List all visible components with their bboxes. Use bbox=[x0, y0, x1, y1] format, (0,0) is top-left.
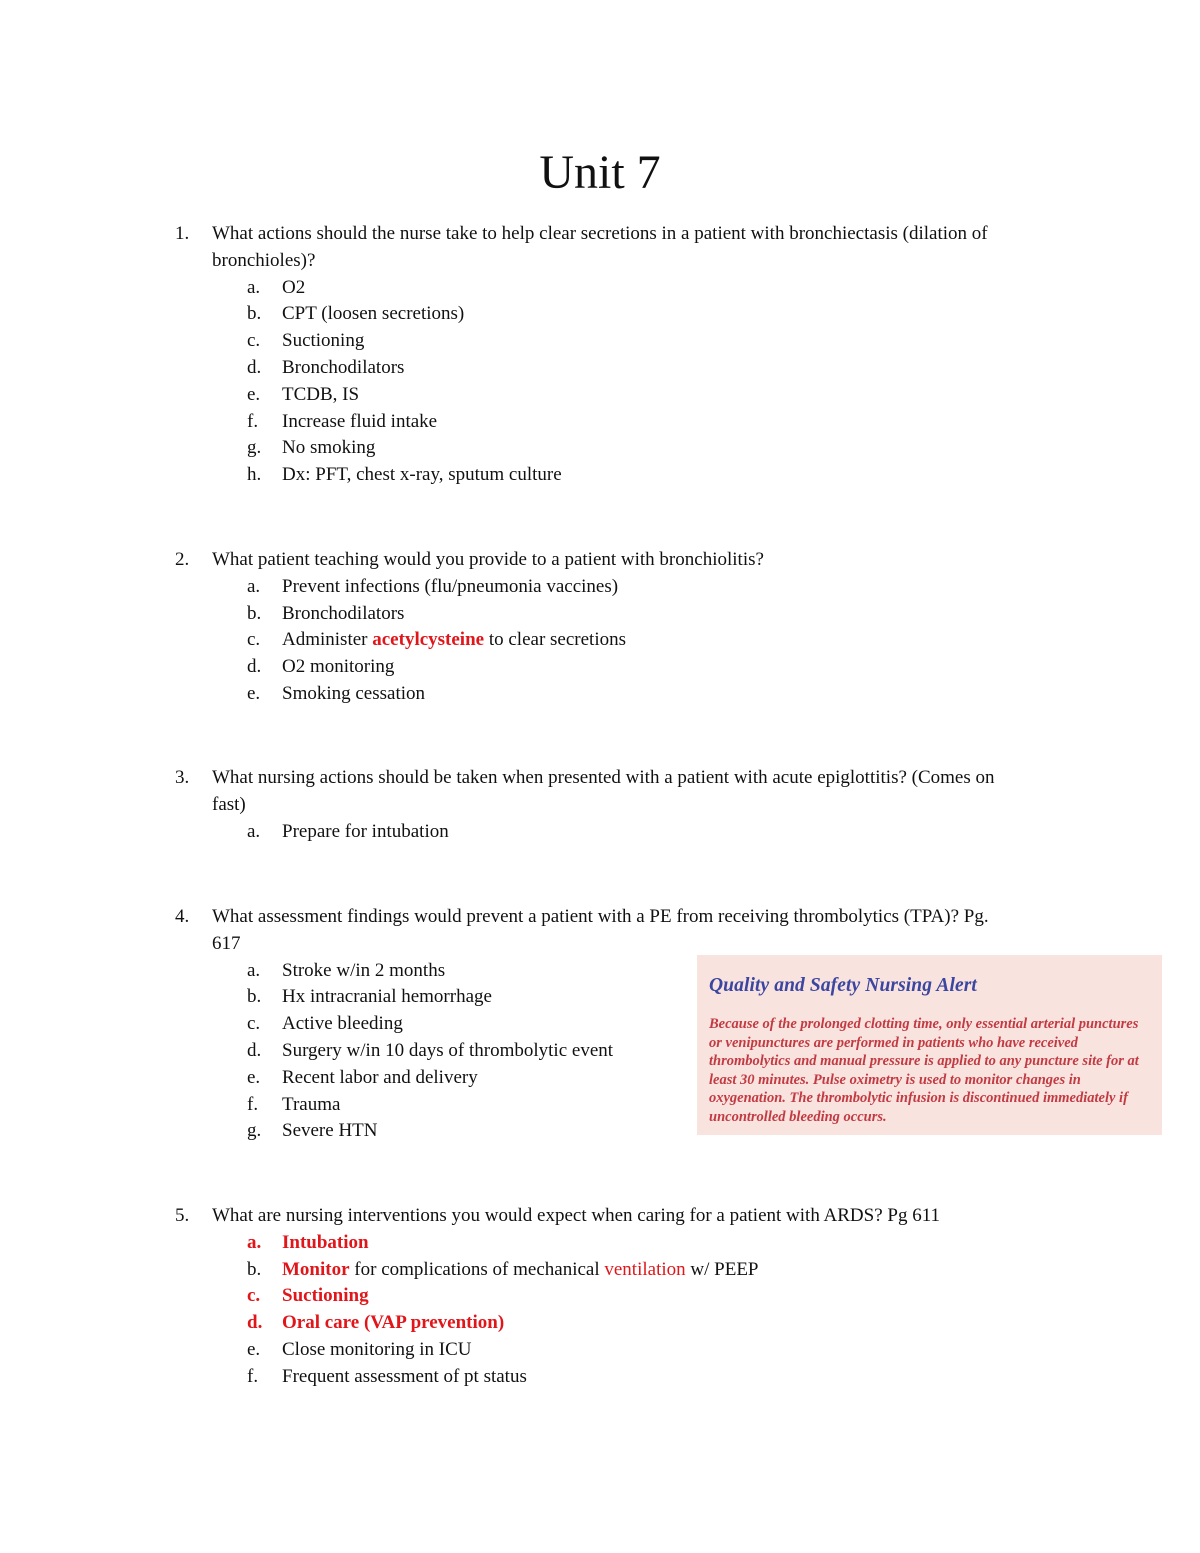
question-1 bbox=[0, 221, 1200, 489]
answer-text-part: to clear secretions bbox=[484, 629, 626, 651]
answer-letter: a. bbox=[247, 820, 261, 842]
answer-text: TCDB, IS bbox=[282, 383, 360, 405]
question-number: 3. bbox=[175, 767, 190, 788]
answer-letter: e. bbox=[247, 1338, 261, 1360]
answer-letter: d. bbox=[247, 1039, 262, 1061]
answer-text: O2 monitoring bbox=[282, 656, 395, 678]
answer-text-part: for complications of mechanical bbox=[349, 1258, 605, 1280]
answer-list bbox=[0, 574, 1200, 708]
highlighted-drug-name: acetylcysteine bbox=[372, 629, 485, 651]
list-item bbox=[0, 681, 1200, 708]
answer-letter: b. bbox=[247, 1258, 262, 1280]
answer-letter: f. bbox=[247, 1093, 259, 1115]
answer-letter: h. bbox=[247, 464, 262, 486]
answer-list bbox=[0, 275, 1200, 489]
answer-letter: c. bbox=[247, 1013, 261, 1035]
answer-text: Bronchodilators bbox=[282, 356, 405, 378]
question-text: What actions should the nurse take to help clear secretions in a patient with bronchiectasis (dilation of bronchioles)? bbox=[212, 223, 988, 271]
answer-text: Suctioning bbox=[282, 1285, 369, 1307]
answer-letter: g. bbox=[247, 1120, 262, 1142]
list-item bbox=[0, 355, 1200, 382]
answer-letter: c. bbox=[247, 1285, 261, 1307]
answer-text: CPT (loosen secretions) bbox=[282, 303, 465, 325]
question-2 bbox=[0, 547, 1200, 708]
question-text: What patient teaching would you provide to a patient with bronchiolitis? bbox=[212, 549, 764, 570]
answer-list bbox=[0, 1230, 1200, 1391]
answer-letter: f. bbox=[247, 410, 259, 432]
page-title: Unit 7 bbox=[539, 146, 661, 199]
answer-text: Smoking cessation bbox=[282, 682, 426, 704]
list-item bbox=[0, 1230, 1200, 1257]
answer-letter: a. bbox=[247, 276, 261, 298]
list-item bbox=[0, 1310, 1200, 1337]
question-number: 5. bbox=[175, 1205, 190, 1226]
list-item bbox=[0, 1283, 1200, 1310]
answer-letter: e. bbox=[247, 682, 261, 704]
answer-letter: b. bbox=[247, 602, 262, 624]
answer-letter: a. bbox=[247, 959, 261, 981]
answer-text-part: w/ PEEP bbox=[685, 1258, 759, 1280]
answer-text: Intubation bbox=[282, 1231, 369, 1253]
answer-list bbox=[0, 819, 1200, 846]
list-item bbox=[0, 328, 1200, 355]
list-item bbox=[0, 275, 1200, 302]
answer-text: Stroke w/in 2 months bbox=[282, 959, 446, 981]
question-number: 1. bbox=[175, 223, 190, 244]
answer-letter: d. bbox=[247, 1312, 263, 1334]
answer-letter: f. bbox=[247, 1365, 259, 1387]
answer-text: Hx intracranial hemorrhage bbox=[282, 986, 492, 1008]
answer-text: Active bleeding bbox=[282, 1013, 403, 1035]
answer-letter: d. bbox=[247, 356, 262, 378]
question-number: 4. bbox=[175, 906, 190, 927]
answer-text: Prevent infections (flu/pneumonia vaccines) bbox=[282, 575, 619, 597]
highlighted-word: ventilation bbox=[604, 1258, 686, 1280]
answer-text-part: Administer bbox=[282, 629, 373, 651]
list-item bbox=[0, 435, 1200, 462]
answer-letter: e. bbox=[247, 1066, 261, 1088]
list-item bbox=[0, 301, 1200, 328]
highlighted-word: Monitor bbox=[282, 1258, 350, 1280]
answer-text: Bronchodilators bbox=[282, 602, 405, 624]
question-number: 2. bbox=[175, 549, 190, 570]
answer-letter: c. bbox=[247, 330, 261, 352]
question-text: What are nursing interventions you would expect when caring for a patient with ARDS? Pg 611 bbox=[212, 1205, 940, 1226]
alert-body: Because of the prolonged clotting time, only essential arterial punctures or venipunctures are performed in patients who have received thrombolytics and manual pressure is applied to any puncture site for at least 30 minutes. Pulse oximetry is used to monitor changes in oxygenation. The thrombolytic infusion is discontinued immediately if uncontrolled bleeding occurs. bbox=[709, 1016, 1139, 1125]
answer-text: Trauma bbox=[282, 1093, 341, 1115]
answer-text bbox=[282, 1257, 759, 1284]
list-item bbox=[0, 574, 1200, 601]
list-item bbox=[0, 382, 1200, 409]
answer-letter: a. bbox=[247, 575, 261, 597]
answer-text: Oral care (VAP prevention) bbox=[282, 1312, 505, 1334]
question-5 bbox=[0, 1203, 1200, 1391]
list-item bbox=[0, 1257, 1200, 1284]
list-item bbox=[0, 627, 1200, 654]
list-item bbox=[0, 654, 1200, 681]
answer-text: Prepare for intubation bbox=[282, 820, 449, 842]
alert-title: Quality and Safety Nursing Alert bbox=[709, 975, 977, 996]
answer-text: O2 bbox=[282, 276, 306, 298]
answer-text: Recent labor and delivery bbox=[282, 1066, 478, 1088]
answer-letter: e. bbox=[247, 383, 261, 405]
answer-text bbox=[282, 627, 626, 654]
answer-text: Dx: PFT, chest x-ray, sputum culture bbox=[282, 464, 562, 486]
question-3 bbox=[0, 765, 1200, 845]
answer-letter: a. bbox=[247, 1231, 262, 1253]
answer-letter: d. bbox=[247, 656, 262, 678]
answer-text: Close monitoring in ICU bbox=[282, 1338, 472, 1360]
answer-letter: c. bbox=[247, 629, 261, 651]
answer-letter: g. bbox=[247, 437, 262, 459]
list-item bbox=[0, 1337, 1200, 1364]
question-text: What assessment findings would prevent a patient with a PE from receiving thrombolytics (TPA)? Pg. 617 bbox=[212, 906, 989, 954]
list-item bbox=[0, 601, 1200, 628]
answer-text: Suctioning bbox=[282, 330, 365, 352]
answer-letter: b. bbox=[247, 303, 262, 325]
answer-text: Severe HTN bbox=[282, 1120, 378, 1142]
answer-text: Surgery w/in 10 days of thrombolytic event bbox=[282, 1039, 614, 1061]
answer-text: No smoking bbox=[282, 437, 376, 459]
answer-text: Increase fluid intake bbox=[282, 410, 438, 432]
answer-letter: b. bbox=[247, 986, 262, 1008]
list-item bbox=[0, 409, 1200, 436]
list-item bbox=[0, 462, 1200, 489]
list-item bbox=[0, 819, 1200, 846]
quality-safety-alert-box bbox=[697, 955, 1162, 1135]
list-item bbox=[0, 1364, 1200, 1391]
question-text: What nursing actions should be taken when presented with a patient with acute epiglottitis? (Comes on fast) bbox=[212, 767, 995, 815]
answer-text: Frequent assessment of pt status bbox=[282, 1365, 527, 1387]
